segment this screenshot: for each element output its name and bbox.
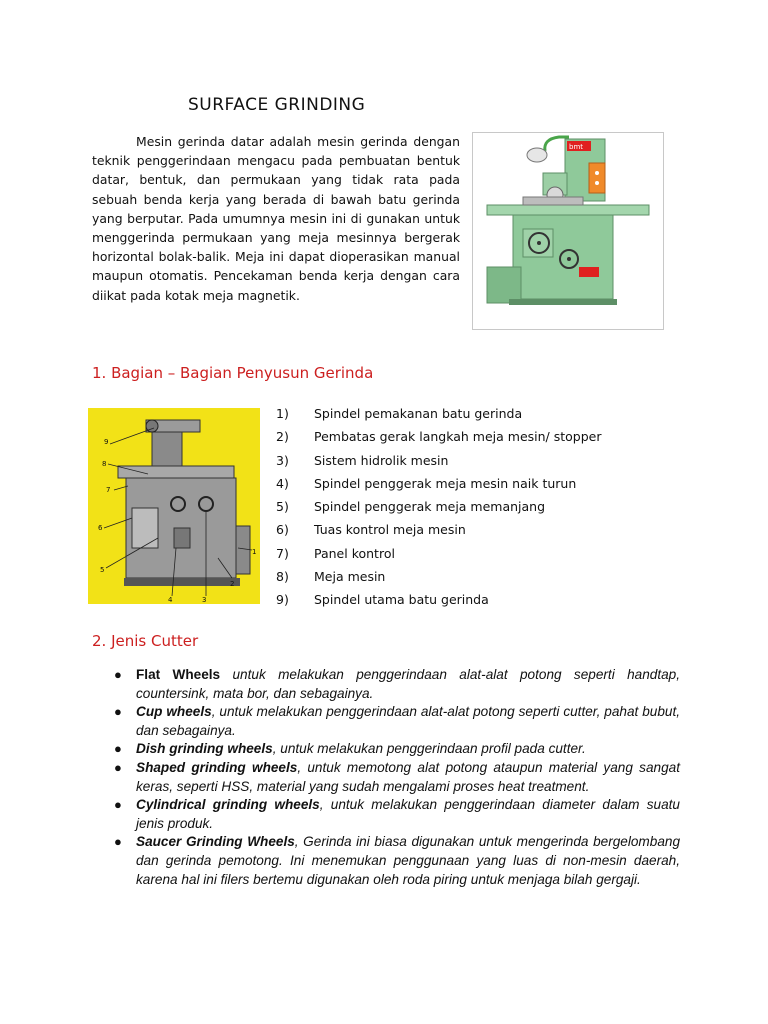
part-label: Sistem hidrolik mesin bbox=[314, 452, 449, 468]
callout-1: 1 bbox=[252, 548, 257, 556]
part-label: Spindel pemakanan batu gerinda bbox=[314, 406, 523, 421]
grinder-parts-illustration bbox=[88, 408, 260, 604]
list-item bbox=[276, 565, 606, 588]
page-title: SURFACE GRINDING bbox=[188, 95, 366, 115]
list-item bbox=[276, 472, 606, 495]
part-number: 2) bbox=[276, 429, 289, 445]
list-item bbox=[276, 495, 606, 518]
callout-5: 5 bbox=[100, 566, 105, 574]
cutter-description: , untuk melakukan penggerindaan profil pada cutter. bbox=[272, 741, 586, 757]
section2-heading: 2. Jenis Cutter bbox=[92, 632, 199, 650]
cutter-name: Cup wheels bbox=[136, 704, 212, 720]
cutter-description: , untuk memotong alat potong ataupun material yang sangat keras, seperti HSS, material yang sudah mengalami proses heat treatment. bbox=[136, 759, 680, 794]
part-label: Pembatas gerak langkah meja mesin/ stopper bbox=[314, 429, 602, 445]
bullet-icon: ● bbox=[114, 759, 122, 775]
callout-3: 3 bbox=[202, 596, 207, 604]
list-item bbox=[276, 425, 606, 448]
cutter-description: , Gerinda ini biasa digunakan untuk mengerinda bergelombang dan gerinda pemotong. Ini menemukan penggunaan yang luas di non-mesin daerah, karena hal ini filers bertemu digunakan oleh roda piring untuk menjaga bilah gergaji. bbox=[136, 834, 681, 887]
cutter-list bbox=[112, 666, 680, 889]
cutter-name: Shaped grinding wheels bbox=[136, 759, 298, 775]
bullet-icon: ● bbox=[114, 741, 122, 757]
section1-heading: 1. Bagian – Bagian Penyusun Gerinda bbox=[92, 364, 374, 382]
part-number: 1) bbox=[276, 406, 289, 421]
grinder-parts-diagram bbox=[88, 408, 260, 604]
intro-text: Mesin gerinda datar adalah mesin gerinda dengan teknik penggerindaan mengacu pada pembuatan bentuk datar, bentuk, dan permukaan yang tidak rata pada sebuah benda kerja yang berada di bawah batu gerinda yang berputar. Pada umumnya mesin ini di gunakan untuk menggerinda permukaan yang meja mesinnya bergerak horizontal bolak-balik. Meja ini dapat dioperasikan manual maupun otomatis. Pencekaman benda kerja dengan cara diikat pada kotak meja magnetik. bbox=[92, 134, 460, 303]
bullet-icon: ● bbox=[114, 704, 122, 720]
cutter-description: untuk melakukan penggerindaan alat-alat potong seperti handtap, countersink, mata bor, dan sebagainya. bbox=[136, 667, 680, 701]
part-number: 3) bbox=[276, 452, 289, 468]
parts-list bbox=[276, 402, 606, 612]
cutter-name: Saucer Grinding Wheels bbox=[136, 834, 295, 850]
cutter-description: , untuk melakukan penggerindaan alat-alat potong seperti cutter, pahat bubut, dan sebagainya. bbox=[136, 704, 680, 738]
part-number: 5) bbox=[276, 499, 289, 515]
bullet-icon: ● bbox=[114, 667, 122, 682]
cutter-name: Flat Wheels bbox=[136, 667, 221, 682]
list-item bbox=[112, 796, 680, 833]
part-label: Spindel penggerak meja memanjang bbox=[314, 499, 546, 515]
part-number: 9) bbox=[276, 592, 289, 608]
callout-4: 4 bbox=[168, 596, 173, 604]
brand-label: bmt bbox=[569, 143, 584, 151]
list-item bbox=[276, 518, 606, 541]
part-number: 6) bbox=[276, 522, 289, 538]
list-item bbox=[276, 542, 606, 565]
cutter-name: Dish grinding wheels bbox=[136, 741, 273, 757]
callout-6: 6 bbox=[98, 524, 103, 532]
part-label: Meja mesin bbox=[314, 569, 386, 585]
surface-grinder-photo bbox=[472, 132, 664, 330]
list-item bbox=[276, 402, 606, 425]
part-number: 7) bbox=[276, 545, 289, 561]
list-item bbox=[112, 833, 680, 889]
list-item bbox=[112, 740, 680, 759]
cutter-name: Cylindrical grinding wheels bbox=[136, 797, 320, 813]
list-item bbox=[112, 759, 680, 796]
part-label: Panel kontrol bbox=[314, 545, 395, 561]
callout-7: 7 bbox=[106, 486, 111, 494]
list-item bbox=[112, 703, 680, 740]
callout-8: 8 bbox=[102, 460, 107, 468]
intro-paragraph bbox=[92, 132, 460, 305]
surface-grinder-illustration bbox=[473, 133, 663, 329]
list-item bbox=[112, 666, 680, 703]
list-item bbox=[276, 449, 606, 472]
part-number: 8) bbox=[276, 569, 289, 585]
part-number: 4) bbox=[276, 475, 289, 491]
part-label: Spindel penggerak meja mesin naik turun bbox=[314, 475, 577, 491]
callout-9: 9 bbox=[104, 438, 109, 446]
cutter-description: , untuk melakukan penggerindaan diameter dalam suatu jenis produk. bbox=[136, 797, 680, 831]
bullet-icon: ● bbox=[114, 834, 122, 850]
part-label: Spindel utama batu gerinda bbox=[314, 592, 489, 608]
bullet-icon: ● bbox=[114, 797, 122, 813]
list-item bbox=[276, 588, 606, 611]
part-label: Tuas kontrol meja mesin bbox=[314, 522, 466, 538]
callout-2: 2 bbox=[230, 580, 235, 588]
